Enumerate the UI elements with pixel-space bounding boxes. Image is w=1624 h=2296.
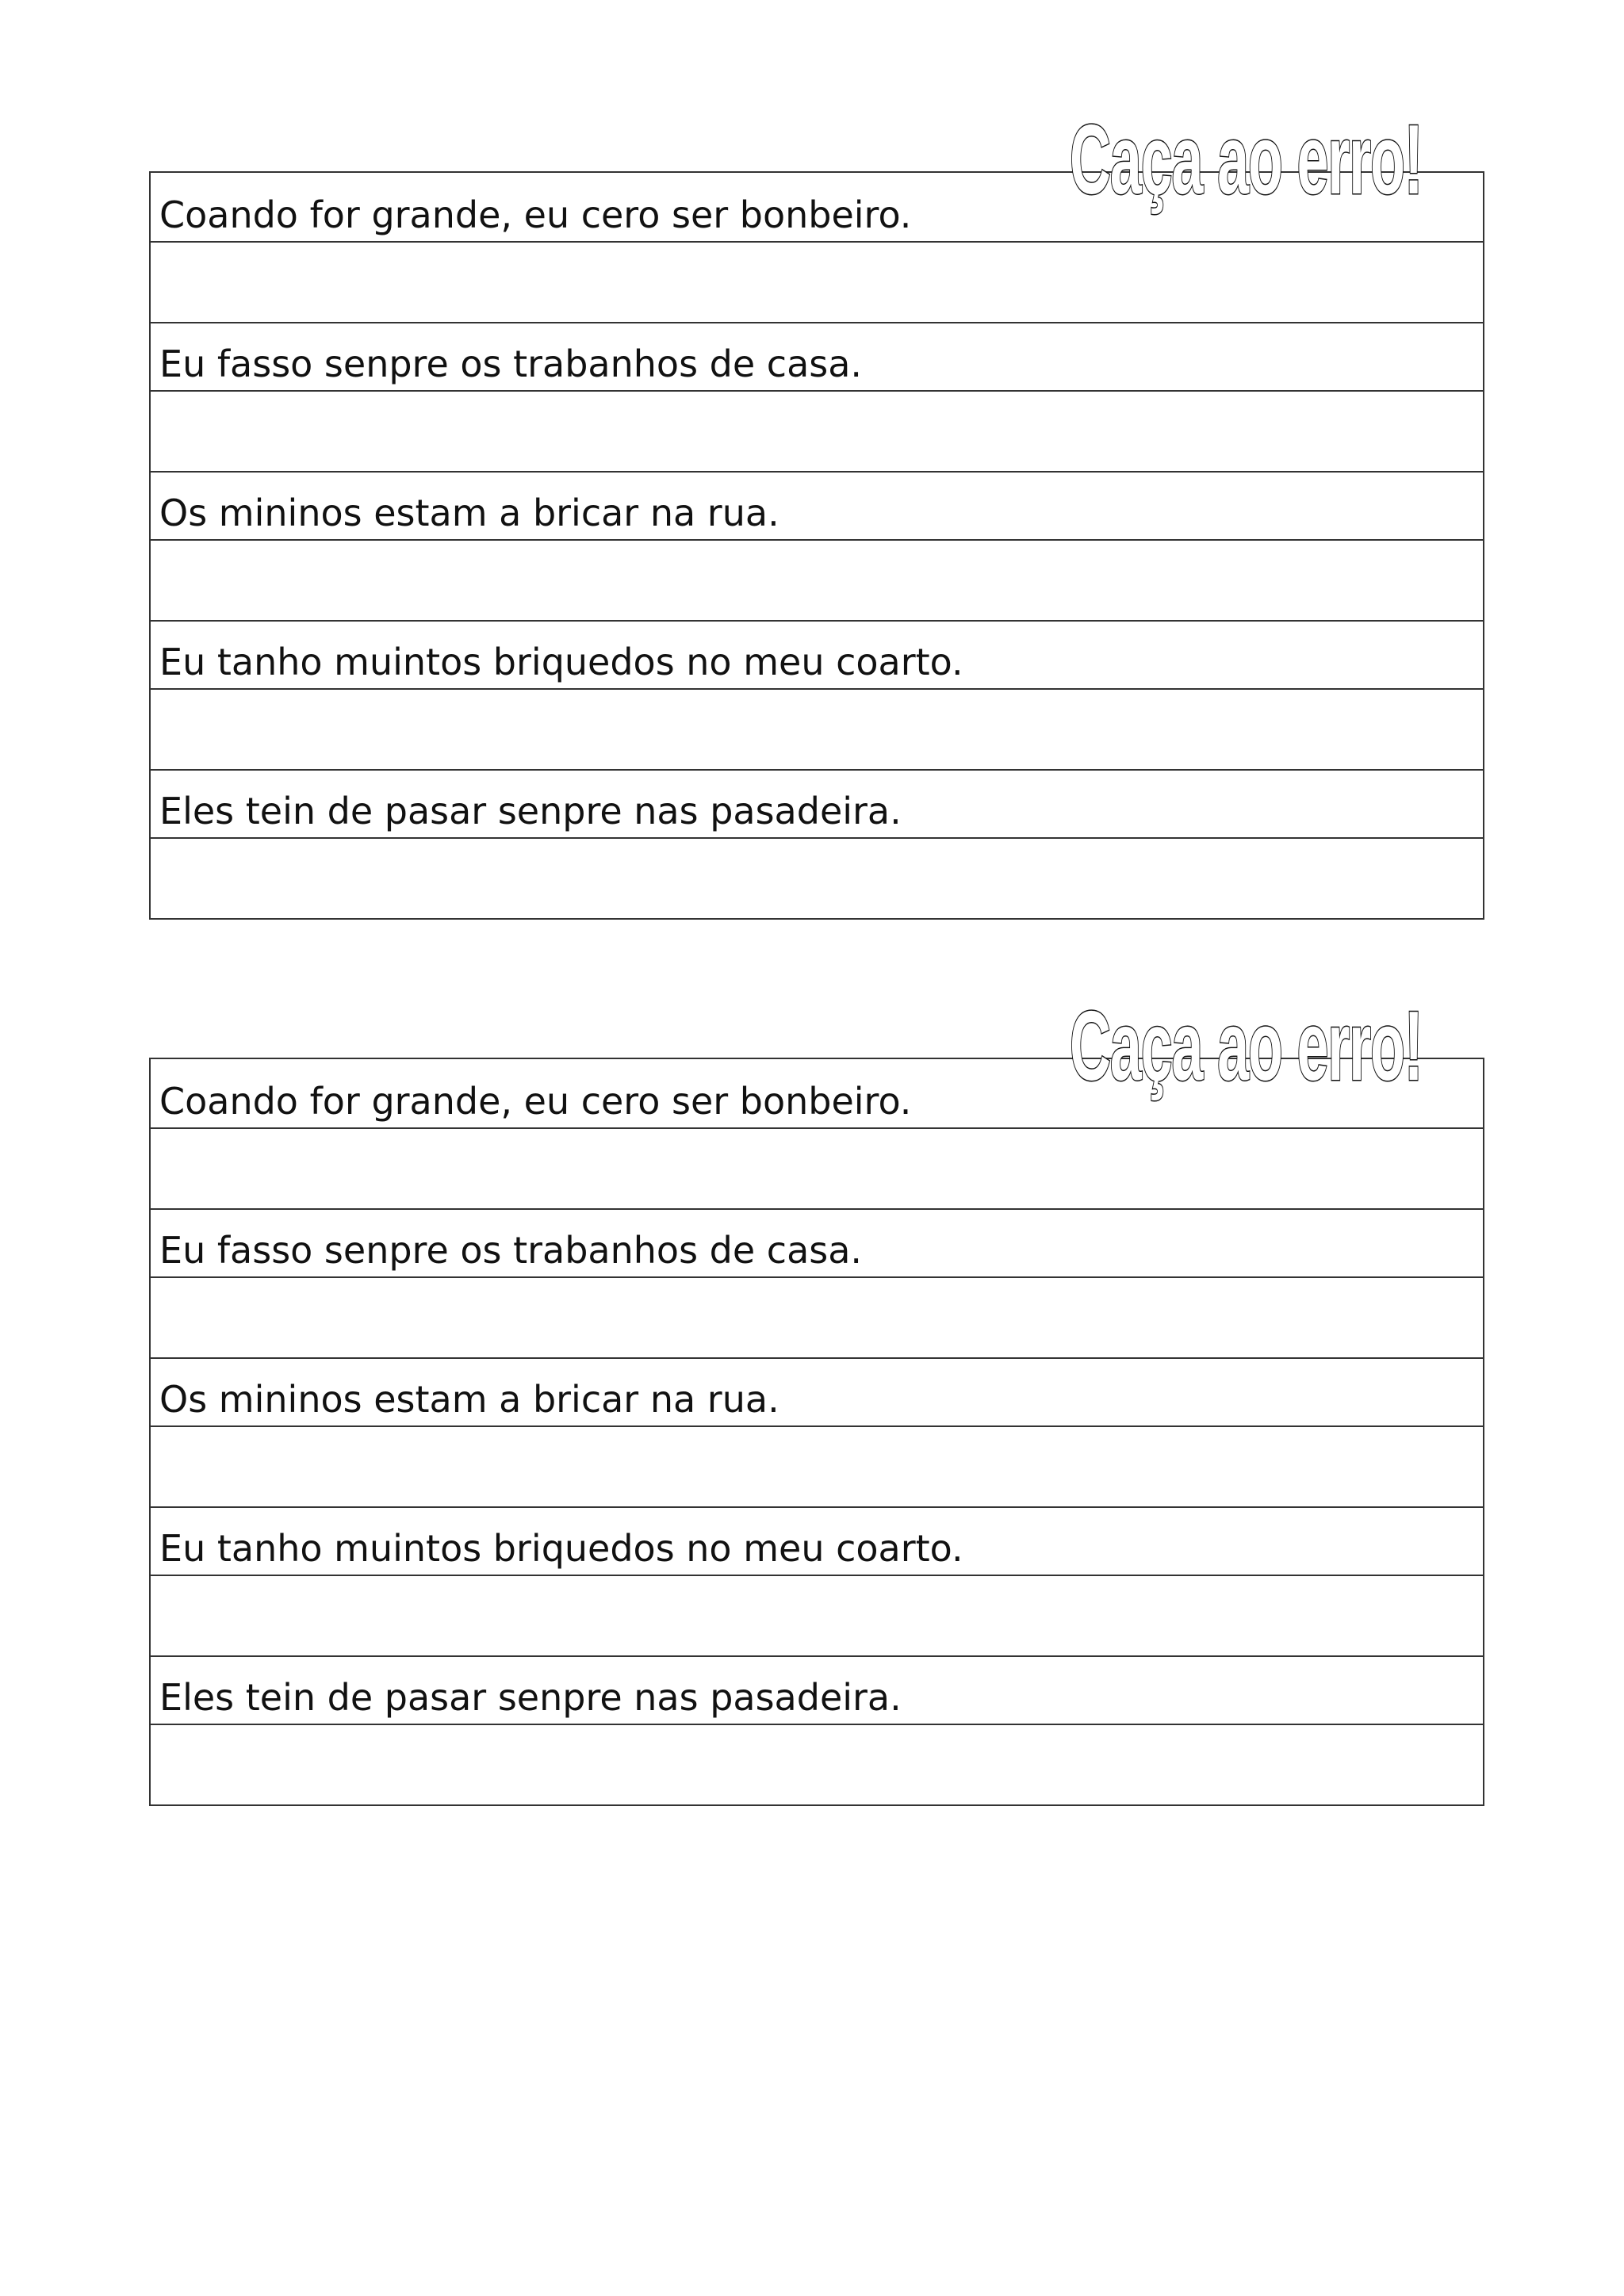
sentence-text: Coando for grande, eu cero ser bonbeiro. [159,1080,912,1123]
answer-row [151,1425,1483,1506]
sentence-text: Eles tein de pasar senpre nas pasadeira. [159,1676,902,1719]
sentence-text: Os mininos estam a bricar na rua. [159,1378,779,1421]
sentence-row [151,322,1483,390]
exercise-table [149,992,1484,1806]
sentence-text: Eu fasso senpre os trabanhos de casa. [159,1229,863,1272]
exercise-table [149,105,1484,920]
worksheet-2 [149,992,1484,1806]
sentence-text: Os mininos estam a bricar na rua. [159,492,779,534]
sentence-row [151,620,1483,688]
sentence-row [151,471,1483,539]
answer-row [151,1575,1483,1655]
answer-row [151,390,1483,471]
sentence-text: Eu tanho muintos briquedos no meu coarto. [159,1527,963,1570]
worksheet-title: Caça ao erro! [1070,992,1423,1101]
sentence-row [151,1655,1483,1724]
sentence-text: Coando for grande, eu cero ser bonbeiro. [159,193,912,236]
answer-row [151,688,1483,769]
answer-row [151,539,1483,620]
answer-row [151,837,1483,918]
sentence-text: Eu fasso senpre os trabanhos de casa. [159,342,863,385]
sentence-row [151,1506,1483,1575]
sentence-text: Eu tanho muintos briquedos no meu coarto. [159,641,963,683]
answer-row [151,241,1483,322]
sentence-row [151,1208,1483,1276]
answer-row [151,1724,1483,1804]
answer-row [151,1127,1483,1208]
worksheet-title: Caça ao erro! [1070,105,1423,215]
answer-row [151,1276,1483,1357]
sentence-row [151,769,1483,837]
worksheet-1 [149,105,1484,920]
sentence-row [151,1357,1483,1425]
sentence-text: Eles tein de pasar senpre nas pasadeira. [159,790,902,832]
